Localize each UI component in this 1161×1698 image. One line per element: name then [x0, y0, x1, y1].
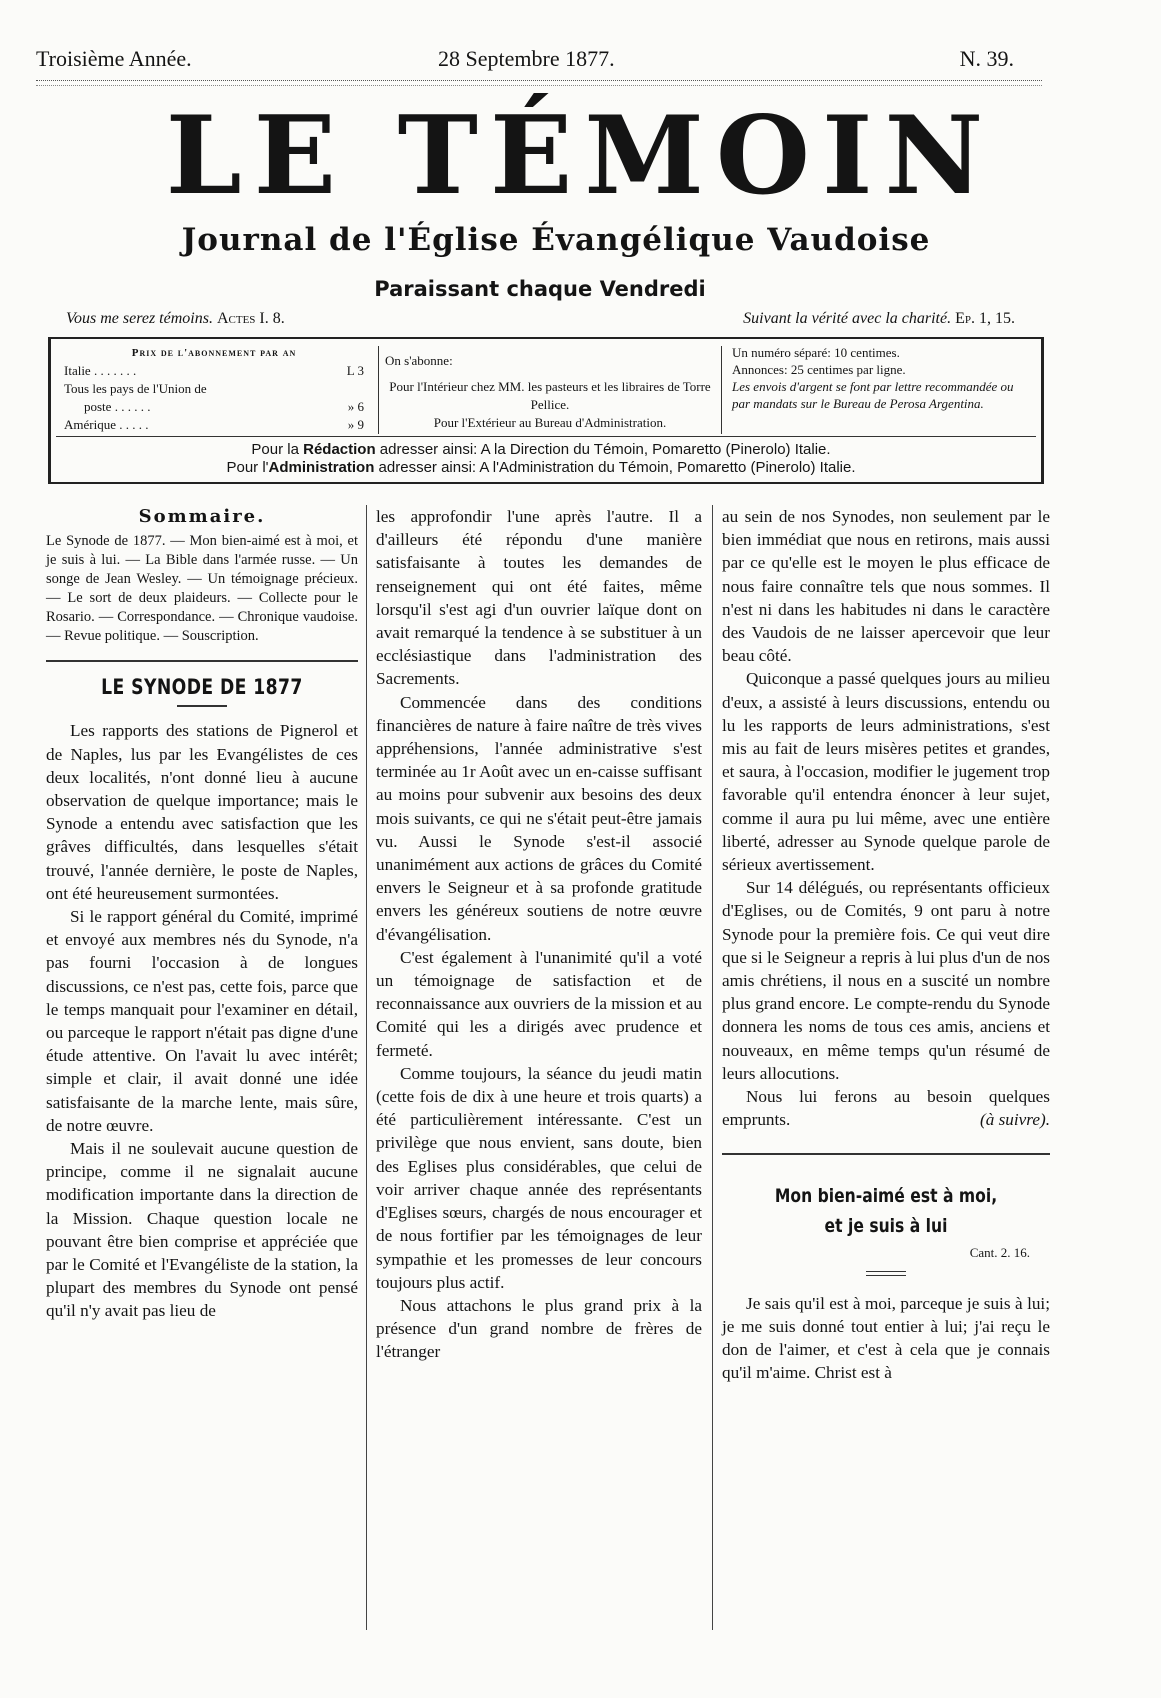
price-row: poste . . . . . . » 6 [84, 399, 364, 414]
subscription-prices [64, 344, 364, 434]
section-rule [46, 660, 358, 662]
subscription-box [48, 337, 1044, 484]
paragraph: Si le rapport général du Comité, imprimé et envoyé aux membres nés du Synode, n'a pas fourni l'occasion à de longues discussions, ce n'est pas, cette fois, parce que le temps manquait pour l'examiner en détail, ou parceque le rapport n'était pas digne d'une étude attentive. On l'avait lu avec intérêt; simple et clair, il avait donné une idée satisfaisante de la marche lente, mais sûre, de notre œuvre. [46, 907, 358, 1135]
paragraph: Comme toujours, la séance du jeudi matin (cette fois de dix à une heure et trois quarts) a été particulièrement intéressante. C'est un privilège que nous envient, sans doute, bien des Eglises plus considérables, que celui de voir arriver chaque année des représentants d'Eglises sœurs, chargés de nous encourager et de nous fortifier par les témoignages de leur sympathie et les promesses de leur concours toujours plus actif. [376, 1063, 702, 1292]
column-divider [712, 505, 713, 1630]
paragraph: Sur 14 délégués, ou représentants officieux d'Eglises, ou de Comités, 9 ont paru à notre Synode pour la première fois. Ce qui veut dire que si le Seigneur a repris à lui plus d'un de nos amis chrétiens, il nous en a suscité un nombre plus grand encore. Le compte-rendu du Synode donnera les noms de tous ces amis, anciens et nouveaux, en même temps qu'un résumé de leurs allocutions. [722, 878, 1050, 1083]
paragraph: Mais il ne soulevait aucune question de principe, comme il ne signalait aucune modification importante dans la direction de la Mission. Chaque question locale ne pouvant être bien comprise et appréciée que par le Comité et l'Evangéliste de la station, la plupart des membres du Synode ont pensé qu'il n'y avait pas lieu de [46, 1139, 358, 1321]
paragraph: Commencée dans des conditions financières de nature à faire naître de très vives appréhensions, l'année administrative s'est terminée au 1r Août avec un en-caisse suffisant au moins pour subvenir aux besoins des deux mois suivants, ce qui ne s'était peut-être jamais vu. Aussi le Synode s'est-il associé unanimément aux actions de grâces du Comité envers le Seigneur et à sa profonde gratitude envers les généreux soutiens de notre œuvre d'évangélisation. [376, 692, 702, 944]
to-be-continued: (à suivre). [980, 1110, 1050, 1130]
address-redaction: Pour la Rédaction adresser ainsi: A la Direction du Témoin, Pomaretto (Pinerolo) Italie. [251, 441, 831, 458]
section-rule [722, 1153, 1050, 1155]
bible-citation: Cant. 2. 16. [969, 1245, 1030, 1261]
price-row: Amérique . . . . . » 9 [64, 417, 364, 432]
column-middle [376, 505, 702, 1364]
paragraph: Quiconque a passé quelques jours au milieu d'eux, a assisté à leurs discussions, entendu ou lu les rapports de leurs administrations, s'est mis au fait de leurs misères petites et grandes, et saura, à l'occasion, modifier le jugement trop favorable qu'il entendra énoncer à leur sujet, comme il aura pu lui même, avec une entière liberté, adresser au Synode quelque parole de sérieux avertissement. [722, 669, 1050, 875]
title-rule [177, 705, 227, 707]
issue-year: Troisième Année. [36, 46, 192, 71]
publication-frequency: Paraissant chaque Vendredi [374, 277, 706, 301]
paragraph: Je sais qu'il est à moi, parceque je suis à lui; je me suis donné tout entier à lui; j'ai reçu le don de l'aimer, et c'est à cela que je connais qu'il m'aime. Christ est à [722, 1293, 1050, 1383]
header-divider [36, 80, 1042, 86]
prices-title: Prix de l'abonnement par an [131, 347, 297, 359]
paragraph: C'est également à l'unanimité qu'il a voté un témoignage de satisfaction et de reconnaissance aux ouvriers de la mission et au Comité qui les a dirigés avec prudence et fermeté. [376, 947, 702, 1060]
column-right [722, 505, 1050, 1385]
price-row: Tous les pays de l'Union de [64, 381, 207, 396]
paragraph: Les rapports des stations de Pignerol et de Naples, lus par les Evangélistes de ces deux localités, n'ont donné lieu à aucune observation de quelque importance; mais le Synode a entendu avec satisfaction que les grâves difficultés, dans lesquelles s'était trouvé, l'année dernière, le poste de Naples, ont été heureusement surmontées. [46, 721, 358, 903]
paragraph: Nous attachons le plus grand prix à la présence d'un grand nombre de frères de l'étranger [376, 1295, 702, 1362]
article-title: Mon bien-aimé est à moi, et je suis à lui [774, 1185, 998, 1238]
motto-left-text: Vous me serez témoins. [66, 310, 213, 327]
title-rule [866, 1271, 906, 1276]
motto-right [743, 310, 1015, 328]
motto-right-text: Suivant la vérité avec la charité. [743, 310, 952, 327]
addresses [51, 441, 1031, 477]
subscription-notes: Un numéro séparé: 10 centimes. Annonces: 25 centimes par ligne. Les envois d'argent se font par lettre recommandée ou par mandats sur le Bureau de Perosa Argentina. [732, 345, 1014, 411]
column-divider [366, 505, 367, 1630]
paragraph: Nous lui ferons au besoin quelques emprunts. (à suivre). [722, 1085, 1050, 1131]
motto-left [66, 310, 285, 328]
newspaper-subtitle: Journal de l'Église Évangélique Vaudoise [181, 222, 931, 258]
column-left [46, 505, 358, 1323]
sommaire-text: Le Synode de 1877. — Mon bien-aimé est à moi, et je suis à lui. — La Bible dans l'armée russe. — Un songe de Jean Wesley. — Un témoignage précieux. — Le sort de deux plaideurs. — Collecte pour le Rosario. — Correspondance. — Chronique vaudoise. — Revue politique. — Souscription. [46, 533, 358, 645]
issue-line [36, 46, 1036, 78]
article-title: LE SYNODE DE 1877 [101, 675, 303, 700]
paragraph: les approfondir l'une après l'autre. Il a d'ailleurs été répondu d'une manière satisfaisante à toutes les demandes de renseignement qui ont été faites, même lorsqu'il s'est agi d'un ouvrier laïque dont on avait remarqué la tendence à se substituer à un ecclésiastique dans l'administration des Sacrements. [376, 507, 702, 689]
issue-number: N. 39. [959, 46, 1014, 71]
address-administration: Pour l'Administration adresser ainsi: A l'Administration du Témoin, Pomaretto (Pinerolo) Italie. [226, 459, 856, 476]
price-row: Italie . . . . . . . L 3 [64, 363, 364, 378]
sommaire-title: Sommaire. [138, 506, 266, 527]
motto-left-ref: Actes I. 8. [216, 310, 285, 327]
newspaper-title: LE TÉMOIN [165, 93, 996, 219]
issue-date: 28 Septembre 1877. [438, 46, 615, 71]
subscription-info [56, 344, 1036, 437]
paragraph: au sein de nos Synodes, non seulement par le bien immédiat que nous en retirons, mais aussi par ce qu'elle est le moyen le plus efficace de nous faire connaître tels que nous sommes. Il n'est ni dans les habitudes ni dans le caractère des Vaudois de ne laisser apercevoir que leur beau côté. [722, 507, 1050, 666]
motto-right-ref: Ep. 1, 15. [955, 310, 1015, 327]
subscription-where: On s'abonne: Pour l'Intérieur chez MM. les pasteurs et les libraires de Torre Pellice. Pour l'Extérieur au Bureau d'Administration. [378, 346, 722, 434]
